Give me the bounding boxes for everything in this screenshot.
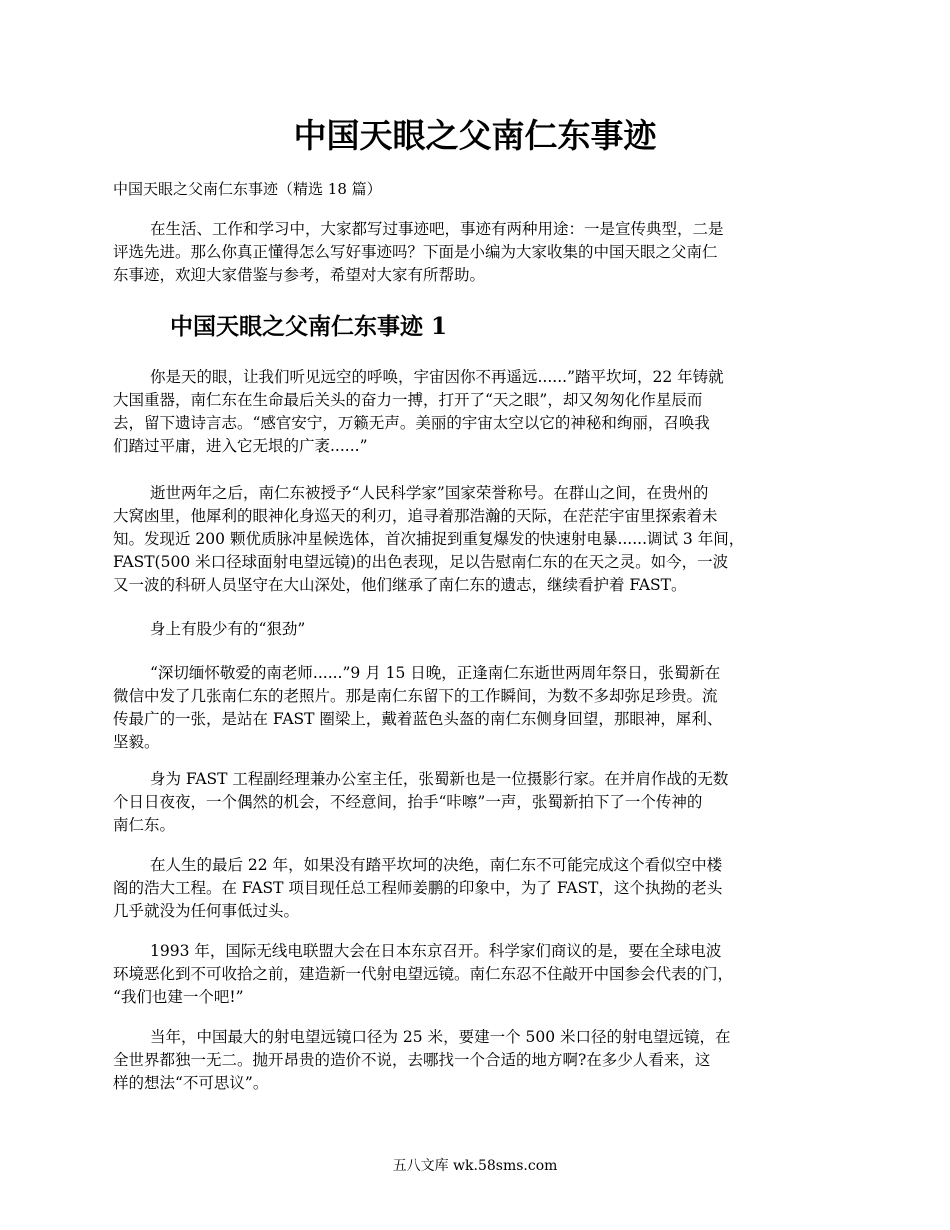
- page-footer: 五八文库 wk.58sms.com: [392, 1158, 558, 1174]
- text-line: 身上有股少有的“狠劲”: [150, 620, 306, 638]
- text-line: 你是天的眼，让我们听见远空的呼唤，宇宙因你不再遥远......”踏平坎坷，22 年铸就: [150, 368, 724, 386]
- text-line: 评选先进。那么你真正懂得怎么写好事迹吗？下面是小编为大家收集的中国天眼之父南仁: [113, 243, 718, 261]
- document-title: 中国天眼之父南仁东事迹: [293, 116, 657, 155]
- text-line: 在人生的最后 22 年，如果没有踏平坎坷的决绝，南仁东不可能完成这个看似空中楼: [150, 856, 723, 874]
- text-line: 东事迹，欢迎大家借鉴与参考，希望对大家有所帮助。: [113, 266, 486, 284]
- text-line: 大国重器，南仁东在生命最后关头的奋力一搏，打开了“天之眼”，却又匆匆化作星辰而: [113, 391, 703, 409]
- text-line: FAST(500 米口径球面射电望远镜)的出色表现，足以告慰南仁东的在天之灵。如今，一波: [113, 553, 729, 571]
- text-line: 去，留下遗诗言志。“感官安宁，万籁无声。美丽的宇宙太空以它的神秘和绚丽，召唤我: [113, 414, 710, 432]
- text-line: 个日日夜夜，一个偶然的机会，不经意间，抬手“咔嚓”一声，张蜀新拍下了一个传神的: [113, 793, 703, 811]
- text-line: 几乎就没为任何事低过头。: [113, 902, 300, 920]
- body-paragraph: [113, 618, 838, 641]
- body-paragraph: [113, 768, 838, 837]
- text-line: 样的想法“不可思议”。: [113, 1074, 269, 1092]
- text-line: 南仁东。: [113, 816, 176, 834]
- text-line: “深切缅怀敬爱的南老师......”9 月 15 日晚，正逢南仁东逝世两周年祭日，张蜀新在: [150, 664, 721, 682]
- text-line: 逝世两年之后，南仁东被授予“人民科学家”国家荣誉称号。在群山之间，在贵州的: [150, 484, 709, 502]
- text-line: 微信中发了几张南仁东的老照片。那是南仁东留下的工作瞬间，为数不多却弥足珍贵。流: [113, 687, 718, 705]
- text-line: 大窝凼里，他犀利的眼神化身巡天的利刃，追寻着那浩瀚的天际，在茫茫宇宙里探索着未: [113, 507, 718, 525]
- text-line: 传最广的一张，是站在 FAST 圈梁上，戴着蓝色头盔的南仁东侧身回望，那眼神，犀利、: [113, 710, 723, 728]
- body-paragraph: [113, 1026, 838, 1095]
- body-paragraph: [113, 940, 838, 1009]
- text-line: 们踏过平庸，进入它无垠的广袤......”: [113, 437, 368, 455]
- text-line: 1993 年，国际无线电联盟大会在日本东京召开。科学家们商议的是，要在全球电波: [150, 942, 722, 960]
- body-paragraph: [113, 854, 838, 923]
- text-line: 当年，中国最大的射电望远镜口径为 25 米，要建一个 500 米口径的射电望远镜，在: [150, 1028, 731, 1046]
- body-paragraph: [113, 366, 838, 458]
- text-line: 又一波的科研人员坚守在大山深处，他们继承了南仁东的遗志，继续看护着 FAST。: [113, 576, 687, 594]
- text-line: 坚毅。: [113, 733, 160, 751]
- section-heading: 中国天眼之父南仁东事迹 1: [170, 313, 448, 340]
- text-line: “我们也建一个吧!”: [113, 988, 244, 1006]
- text-line: 阁的浩大工程。在 FAST 项目现任总工程师姜鹏的印象中，为了 FAST，这个执拗的老头: [113, 879, 723, 897]
- document-subtitle: 中国天眼之父南仁东事迹（精选 18 篇）: [113, 180, 382, 198]
- text-line: 全世界都独一无二。抛开昂贵的造价不说，去哪找一个合适的地方啊?在多少人看来，这: [113, 1051, 711, 1069]
- body-paragraph: [113, 482, 838, 597]
- text-line: 在生活、工作和学习中，大家都写过事迹吧，事迹有两种用途：一是宣传典型，二是: [150, 220, 724, 238]
- body-paragraph: [113, 662, 838, 754]
- text-line: 身为 FAST 工程副经理兼办公室主任，张蜀新也是一位摄影行家。在并肩作战的无数: [150, 770, 729, 788]
- intro-paragraph: [113, 218, 838, 287]
- text-line: 环境恶化到不可收拾之前，建造新一代射电望远镜。南仁东忍不住敲开中国参会代表的门，: [113, 965, 734, 983]
- text-line: 知。发现近 200 颗优质脉冲星候选体，首次捕捉到重复爆发的快速射电暴......调试 3 年间，: [113, 530, 745, 548]
